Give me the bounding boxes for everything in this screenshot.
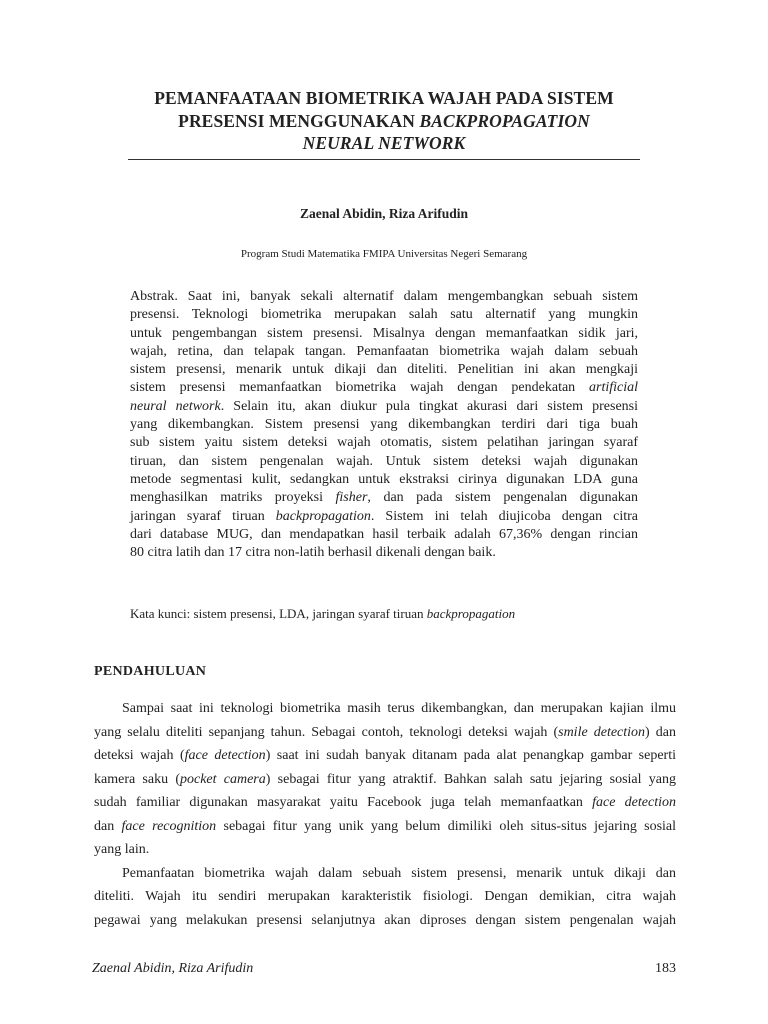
body-text-run: yang selalu diteliti sepanjang tahun. Sebagai contoh, teknologi deteksi wajah (: [94, 724, 559, 740]
body-text-run: ) dan: [645, 724, 676, 740]
body-text-run: ) saat ini sudah banyak ditanam pada alat penangkap gambar seperti: [265, 748, 676, 763]
title-line-2-italic: BACKPROPAGATION: [419, 110, 590, 131]
affiliation: Program Studi Matematika FMIPA Universitas Negeri Semarang: [240, 248, 528, 260]
section-heading: PENDAHULUAN: [94, 664, 207, 679]
abstract-line: [130, 489, 638, 507]
abstract-line: yang dikembangkan. Sistem presensi yang dikembangkan terdiri dari tiga buah: [130, 417, 638, 433]
paper-title: [0, 87, 768, 155]
abstract-text: . Sistem ini telah diujicoba dengan citra: [370, 508, 639, 524]
body-italic-term: face recognition: [121, 818, 217, 834]
body-italic-term: pocket camera: [180, 771, 266, 787]
body-line: diteliti. Wajah itu sendiri merupakan karakteristik fisiologi. Dengan demikian, citra wajah: [94, 889, 676, 904]
body-text-run: kamera saku (: [94, 771, 180, 787]
body-text-run: dan: [94, 818, 122, 834]
title-line-1: PEMANFAATAAN BIOMETRIKA WAJAH PADA SISTEM: [154, 88, 614, 108]
abstract-line: Abstrak. Saat ini, banyak sekali alternatif dalam mengembangkan sebuah sistem: [130, 289, 638, 304]
abstract-line: untuk pengembangan sistem presensi. Misalnya dengan memanfaatkan sidik jari,: [130, 325, 638, 341]
abstract-line: sistem presensi, menarik untuk dikaji dan diteliti. Penelitian ini akan mengkaji: [130, 362, 638, 378]
abstract-line: 80 citra latih dan 17 citra non-latih berhasil dikenali dengan baik.: [130, 545, 496, 561]
abstract-line: metode segmentasi kulit, sedangkan untuk ekstraksi cirinya digunakan LDA guna: [130, 471, 638, 487]
body-text-run: sudah familiar digunakan masyarakat yaitu Facebook juga telah memanfaatkan: [94, 795, 593, 810]
body-text-run: ) sebagai fitur yang atraktif. Bahkan salah satu jejaring sosial yang: [265, 771, 676, 787]
body-text-run: deteksi wajah (: [94, 748, 185, 763]
abstract-italic-term: neural network: [130, 398, 221, 414]
abstract-text: menghasilkan matriks proyeksi: [130, 490, 336, 506]
keywords-italic-term: backpropagation: [426, 606, 516, 621]
body-italic-term: face detection: [184, 748, 266, 763]
abstract-text: jaringan syaraf tiruan: [130, 508, 276, 524]
footer-authors: Zaenal Abidin, Riza Arifudin: [92, 961, 254, 976]
abstract-text: . Selain itu, akan diukur pula tingkat akurasi dari sistem presensi: [220, 398, 639, 414]
body-line: [94, 768, 676, 792]
abstract-line: sub sistem yaitu sistem deteksi wajah otomatis, sistem pelatihan jaringan syaraf: [130, 435, 638, 451]
abstract-line: wajah, retina, dan telapak tangan. Pemanfaatan biometrika wajah dalam sebuah: [130, 343, 638, 359]
keywords: [130, 606, 650, 622]
abstract-italic-term: fisher: [335, 490, 368, 506]
title-divider: [128, 159, 640, 160]
abstract-line: dari database MUG, dan mendapatkan hasil terbaik adalah 67,36% dengan rincian: [130, 526, 638, 542]
authors: Zaenal Abidin, Riza Arifudin: [299, 206, 469, 221]
abstract-italic-term: backpropagation: [275, 508, 371, 524]
body-line: [94, 744, 676, 768]
body-line: yang lain.: [94, 842, 150, 857]
abstract-line: presensi. Teknologi biometrika merupakan salah satu alternatif yang mungkin: [130, 307, 638, 323]
abstract-text: sistem presensi memanfaatkan biometrika wajah dengan pendekatan: [130, 380, 589, 396]
body-line: pegawai yang melakukan presensi selanjutnya akan diproses dengan sistem pengenalan wajah: [94, 912, 676, 928]
body-line: [94, 791, 676, 815]
body-text: [94, 697, 676, 932]
abstract-line: [130, 508, 638, 526]
abstract: [130, 288, 638, 562]
title-line-2-plain: PRESENSI MENGGUNAKAN: [178, 110, 420, 131]
body-italic-term: smile detection: [558, 724, 646, 740]
body-italic-term: face detection: [592, 795, 676, 810]
title-line-2: [0, 110, 768, 133]
abstract-line: tiruan, dan sistem pengenalan wajah. Untuk sistem deteksi wajah digunakan: [130, 453, 638, 469]
body-line: Pemanfaatan biometrika wajah dalam sebuah sistem presensi, menarik untuk dikaji dan: [122, 865, 676, 881]
abstract-line: [130, 379, 638, 397]
body-line: Sampai saat ini teknologi biometrika masih terus dikembangkan, dan merupakan kajian ilmu: [122, 701, 676, 716]
keywords-text: Kata kunci: sistem presensi, LDA, jaringan syaraf tiruan: [130, 606, 427, 621]
body-text-run: sebagai fitur yang unik yang belum dimiliki oleh situs-situs jejaring sosial: [216, 818, 677, 834]
body-line: [94, 815, 676, 839]
title-line-3: NEURAL NETWORK: [302, 133, 466, 153]
abstract-line: [130, 398, 638, 416]
abstract-italic-term: artificial: [589, 380, 638, 396]
abstract-text: , dan pada sistem pengenalan digunakan: [367, 490, 639, 506]
body-line: [94, 721, 676, 745]
page-number: 183: [655, 961, 676, 976]
